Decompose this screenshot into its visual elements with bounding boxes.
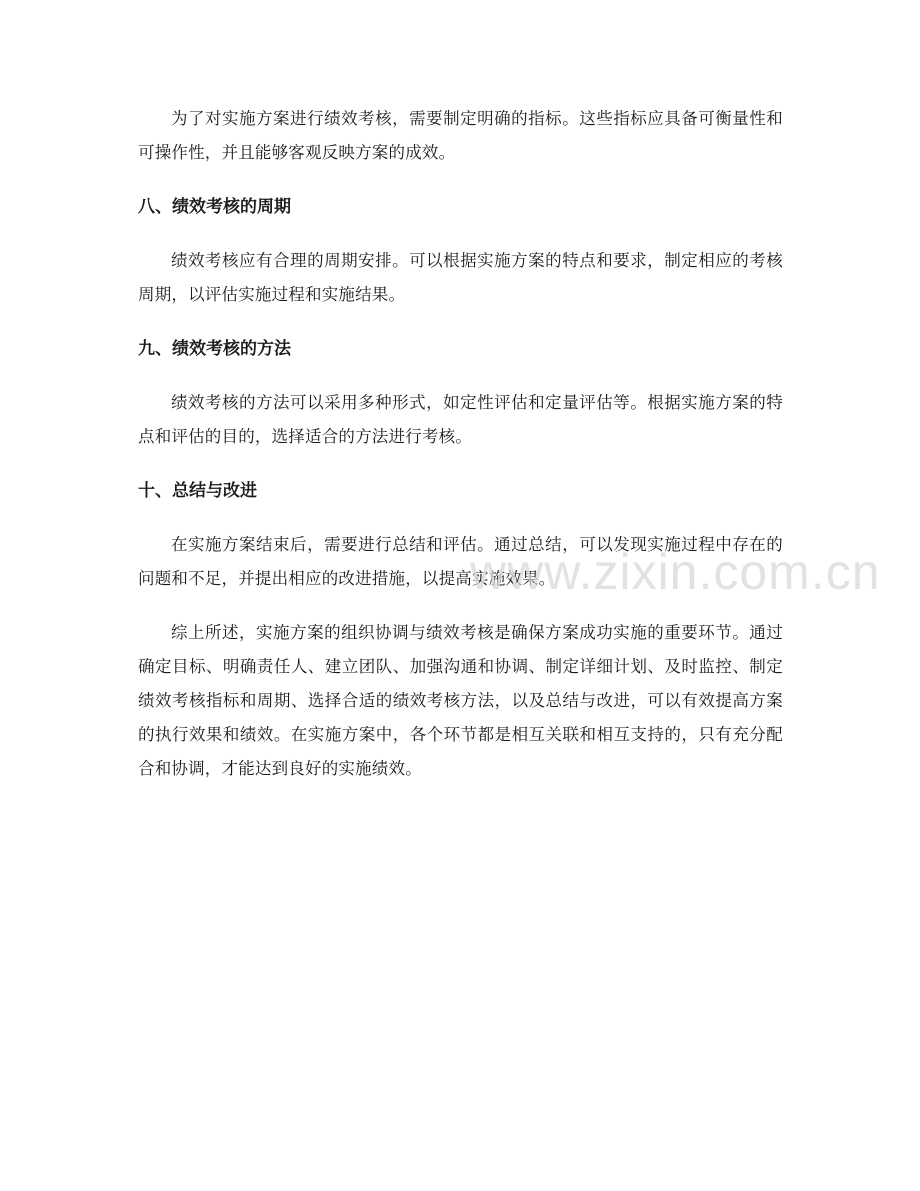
document-body <box>138 102 783 786</box>
heading-section-10: 十、总结与改进 <box>138 481 257 501</box>
paragraph-cycle: 绩效考核应有合理的周期安排。可以根据实施方案的特点和要求，制定相应的考核周期，以评估实施过程和实施结果。 <box>138 251 783 304</box>
heading-section-8: 八、绩效考核的周期 <box>138 197 291 217</box>
paragraph-summary-improve: 在实施方案结束后，需要进行总结和评估。通过总结，可以发现实施过程中存在的问题和不足，并提出相应的改进措施，以提高实施效果。 <box>138 535 783 588</box>
watermark-text: www.zixin.com.cn <box>470 544 881 600</box>
paragraph-conclusion: 综上所述，实施方案的组织协调与绩效考核是确保方案成功实施的重要环节。通过确定目标、明确责任人、建立团队、加强沟通和协调、制定详细计划、及时监控、制定绩效考核指标和周期、选择合适的绩效考核方法，以及总结与改进，可以有效提高方案的执行效果和绩效。在实施方案中，各个环节都是相互关联和相互支持的，只有充分配合和协调，才能达到良好的实施绩效。 <box>138 623 783 778</box>
heading-section-9: 九、绩效考核的方法 <box>138 339 291 359</box>
paragraph-indicators: 为了对实施方案进行绩效考核，需要制定明确的指标。这些指标应具备可衡量性和可操作性，并且能够客观反映方案的成效。 <box>138 109 783 162</box>
paragraph-methods: 绩效考核的方法可以采用多种形式，如定性评估和定量评估等。根据实施方案的特点和评估的目的，选择适合的方法进行考核。 <box>138 393 783 446</box>
